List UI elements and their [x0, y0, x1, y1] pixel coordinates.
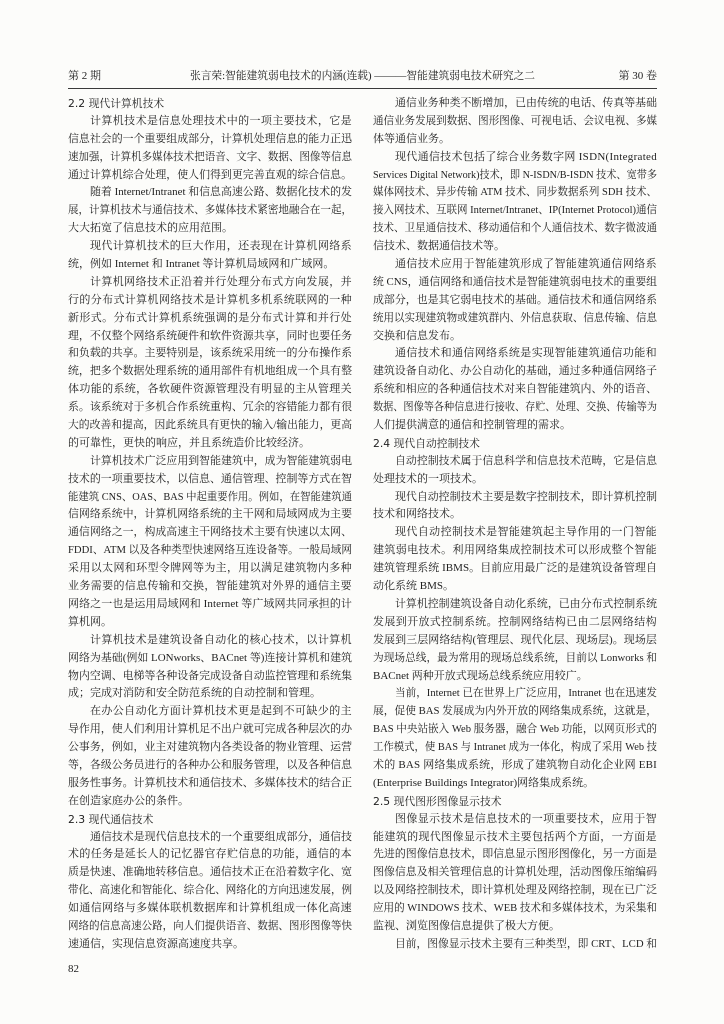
text-line: 媒体网技术、异步传输 ATM 技术、同步数据系列 SDH 技术、 [373, 186, 658, 199]
paragraph [373, 524, 657, 596]
text-line: 发展到三层网络结构(管理层、现代化层、现场层)。现场层 [373, 633, 657, 646]
text-line: 现代自动控制技术是智能建筑起主导作用的一门智能 [395, 526, 657, 539]
paragraph [68, 184, 352, 238]
section-heading: 2.5 现代图形图像显示技术 [373, 794, 502, 808]
text-line: 通信技术应用于智能建筑形成了智能建筑通信网络系 [395, 258, 657, 271]
text-line: 网络的信息高速公路，向人们提供语音、数据、图形图像等快 [68, 919, 352, 932]
text-line: 目前，图像显示技术主要有三种类型，即 CRT、LCD 和 [395, 937, 658, 950]
text-line: 现代计算机技术的巨大作用，还表现在计算机网络系 [90, 240, 352, 253]
text-line: 通信技术和通信网络系统是实现智能建筑通信功能和 [395, 347, 657, 360]
text-line: 信技术、数据通信技术等。 [373, 240, 505, 253]
text-line: 带化、高速化和智能化、综合化、网络化的方向迅速发展，例 [68, 884, 352, 897]
text-line: 图像信息及相关管理信息的计算机处理，活动图像压缩编码 [373, 866, 657, 879]
text-line: 成部分，也是其它弱电技术的基础。通信技术和通信网络系 [373, 293, 657, 306]
text-line: 信息社会的一个重要组成部分，计算机处理信息的能力正迅 [68, 132, 352, 145]
text-line: 统 CNS，通信网络和通信技术是智能建筑弱电技术的重要组 [373, 275, 658, 288]
paragraph [373, 596, 657, 685]
text-line: 速通信，实现信息资源高速度共享。 [68, 937, 244, 950]
text-line: 在办公自动化方面计算机技术更是起到不可缺少的主 [90, 705, 352, 718]
header-rule [68, 88, 657, 89]
paragraph [373, 685, 657, 792]
text-line: 技术的一项重要技术，以信息、通信管理、控制等方式在智 [68, 472, 352, 485]
page-number: 82 [68, 963, 79, 975]
text-line: 交换和信息发布。 [373, 329, 461, 342]
text-line: 速加强，计算机多媒体技术把语音、文字、数据、图像等信息 [68, 150, 352, 163]
section-heading: 2.3 现代通信技术 [68, 812, 154, 826]
right-column [373, 95, 657, 954]
section-heading: 2.4 现代自动控制技术 [373, 436, 480, 450]
text-line: 建筑管理系统 IBMS。目前应用最广泛的是建筑设备管理自 [373, 562, 657, 575]
text-line: 算机网。 [68, 615, 112, 628]
text-line: 网络为基础(例如 LONworks、BACnet 等)连接计算机和建筑 [68, 651, 352, 664]
text-line: 以及网络控制技术，即计算机处理及网络控制，现在已广泛 [373, 884, 657, 897]
text-line: 通过计算机综合处理，使人们得到更完善直观的综合信息。 [68, 168, 352, 181]
paragraph [373, 256, 657, 345]
text-line: 如通信网络与多媒体联机数据库和计算机组成一体化高速 [68, 902, 352, 915]
text-line: 的可靠性，更快的响应，并且系统造价比较经济。 [68, 436, 310, 449]
text-line: 处理技术的一项技术。 [373, 472, 483, 485]
text-line: 计算机技术是信息处理技术中的一项主要技术，它是 [90, 114, 352, 127]
paragraph [373, 345, 657, 434]
text-line: 图像显示技术是信息技术的一项重要技术，应用于智 [395, 812, 657, 825]
paragraph [68, 238, 352, 274]
text-line: 新形式。分布式计算机系统强调的是分布式计算和并行处 [68, 311, 352, 324]
text-line: 统，把多个数据处理系统的通用部件有机地组成一个具有整 [68, 365, 352, 378]
text-line: (Enterprise Buildings Integrator)网络集成系统。 [373, 776, 595, 789]
text-line: 信网络系统中，计算机网络系统的主干网和局域网成为主要 [68, 508, 352, 521]
text-line: 在创造家庭办公的条件。 [68, 794, 189, 807]
running-title: 张言荣:智能建筑弱电技术的内涵(连载) ———智能建筑弱电技术研究之二 [190, 70, 536, 82]
text-line: 等，各级公务员进行的各种办公和服务管理，以及各种信息 [68, 758, 352, 771]
left-column [68, 95, 352, 954]
text-line: Services Digital Network)技术，即 N-ISDN/B-ISDN 技术、宽带多 [373, 168, 658, 181]
text-line: 人们提供满意的通信和控制管理的需求。 [373, 419, 571, 432]
text-line: 通信业务种类不断增加，已由传统的电话、传真等基础 [395, 97, 657, 109]
text-line: 计算机技术是建筑设备自动化的核心技术，以计算机 [90, 633, 352, 646]
text-line: 成；完成对消防和安全防范系统的自动控制和管理。 [68, 687, 321, 700]
text-line: 质是快速、准确地转移信息。通信技术正在沿着数字化、宽 [68, 866, 352, 879]
text-line: 当前，Internet 已在世界上广泛应用，Intranet 也在迅速发 [395, 687, 658, 700]
text-line: 建筑设备自动化、办公自动化的基础，通过多种通信网络子 [373, 365, 657, 378]
text-line: 体功能的系统，各软硬件资源管理没有明显的主从管理关 [68, 383, 352, 396]
text-line: 体等通信业务。 [373, 132, 450, 145]
paragraph [68, 274, 352, 453]
text-line: BAS 中央站嵌入 Web 服务器，融合 Web 功能，以网页形式的 [373, 723, 658, 736]
paragraph [68, 829, 352, 954]
paragraph [373, 453, 657, 489]
text-line: 公事务，例如，业主对建筑物内各类设备的物业管理、运营 [68, 741, 352, 754]
text-line: 数据、图像等各种信息进行接收、存贮、处理、交换、传输等为 [373, 401, 658, 414]
issue-number: 第 2 期 [68, 70, 101, 82]
paragraph [373, 149, 657, 256]
text-line: 监视、浏览图像信息提供了极大方便。 [373, 919, 560, 932]
text-line: 技术和网络技术。 [373, 508, 461, 521]
text-line: 和负载的共享。主要特别是，该系统采用统一的分布操作系 [68, 347, 352, 360]
volume-number: 第 30 卷 [618, 70, 657, 82]
paragraph [68, 703, 352, 810]
text-line: 接入网技术、互联网 Internet/Intranet、IP(Internet Protocol)通信 [373, 204, 657, 217]
text-line: 大的改善和提高，因此系统具有更快的输入/输出能力，更高 [68, 419, 353, 432]
text-line: 工作模式，使 BAS 与 Intranet 成为一体化，构成了采用 Web 技 [373, 741, 658, 754]
text-line: 建筑弱电技术。利用网络集成控制技术可以形成整个智能 [373, 544, 657, 557]
text-line: 采用以太网和环型令牌网等为主，用以满足建筑物内多种 [68, 562, 352, 575]
text-line: 理，不仅整个网络系统硬件和软件资源共享，同时也要任务 [68, 329, 352, 342]
text-line: 为现场总线，最为常用的现场总线系统，目前以 Lonworks 和 [373, 651, 657, 664]
paragraph [68, 453, 352, 632]
text-line: 通信业务发展到数据、图形图像、可视电话、会议电视、多媒 [373, 114, 657, 127]
text-line: 术的任务是延长人的记忆器官存贮信息的功能，通信的本 [68, 848, 352, 861]
text-line: 通信技术是现代信息技术的一个重要组成部分，通信技 [90, 830, 352, 843]
text-line: 能建筑 CNS、OAS、BAS 中起重要作用。例如，在智能建筑通 [68, 490, 352, 503]
text-line: 系统和相应的各种通信技术对来自智能建筑内、外的语音、 [373, 383, 657, 396]
text-line: 应用的 WINDOWS 技术、WEB 技术和多媒体技术，为采集和 [373, 902, 657, 915]
paragraph [373, 811, 657, 936]
text-line: 能建筑的现代图像显示技术主要包括两个方面，一方面是 [373, 830, 657, 843]
text-line: 现代通信技术包括了综合业务数字网 ISDN(Integrated [395, 150, 658, 163]
text-line: BACnet 两种开放式现场总线系统应用较广。 [373, 669, 588, 682]
text-line: 网络之一也是运用局域网和 Internet 等广域网共同承担的计 [68, 597, 353, 610]
text-line: 计算机技术广泛应用到智能建筑中，成为智能建筑弱电 [90, 454, 352, 467]
text-line: 动化系统 BMS。 [373, 580, 454, 593]
paragraph [373, 95, 657, 149]
text-line: 系。该系统对于多机合作系统重构、冗余的容错能力都有很 [68, 401, 352, 414]
text-line: FDDI、ATM 以及各种类型快速网络互连设备等。一般局域网 [68, 544, 352, 557]
text-line: 发展到开放式控制系统。控制网络结构已由二层网络结构 [373, 615, 657, 628]
text-line: 业务需要的信息传输和交换，智能建筑对外界的通信主要 [68, 580, 352, 593]
text-line: 术的 BAS 网络集成系统，形成了建筑物自动化企业网 EBI [373, 758, 658, 771]
text-line: 统用以实现建筑物或建筑群内、外信息获取、信息传输、信息 [373, 311, 657, 324]
text-line: 展，促使 BAS 发展成为内外开放的网络集成系统，这就是， [373, 705, 658, 718]
text-line: 随着 Internet/Intranet 和信息高速公路、数据化技术的发 [90, 186, 352, 199]
text-line: 自动控制技术属于信息科学和信息技术范畴，它是信息 [395, 454, 657, 467]
paragraph [68, 113, 352, 185]
text-line: 行的分布式计算机网络技术是计算机多机系统联网的一种 [68, 293, 352, 306]
text-line: 技术、卫星通信技术、移动通信和个人通信技术、数字微波通 [373, 222, 657, 235]
text-line: 统，例如 Internet 和 Intranet 等计算机局域网和广域网。 [68, 258, 335, 271]
text-line: 展，计算机技术与通信技术、多媒体技术紧密地融合在一起， [68, 204, 352, 217]
paragraph [373, 936, 657, 954]
text-line: 计算机控制建筑设备自动化系统，已由分布式控制系统 [395, 597, 657, 610]
text-line: 导作用，使人们利用计算机足不出户就可完成各种层次的办 [68, 723, 352, 736]
text-line: 先进的图像信息技术，即信息显示图形图像化，另一方面是 [373, 848, 657, 861]
text-line: 通信网络之一，构成高速主干网络技术主要有快速以太网、 [68, 526, 352, 539]
text-line: 大大拓宽了信息技术的应用范围。 [68, 222, 233, 235]
text-line: 计算机网络技术正沿着并行处理分布式方向发展，并 [90, 275, 352, 288]
text-line: 物内空调、电梯等各种设备完成设备自动监控管理和系统集 [68, 669, 352, 682]
section-heading: 2.2 现代计算机技术 [68, 97, 165, 110]
text-line: 服务性事务。计算机技术和通信技术、多媒体技术的结合正 [68, 776, 352, 789]
paragraph [373, 489, 657, 525]
paragraph [68, 632, 352, 704]
text-line: 现代自动控制技术主要是数字控制技术，即计算机控制 [395, 490, 657, 503]
